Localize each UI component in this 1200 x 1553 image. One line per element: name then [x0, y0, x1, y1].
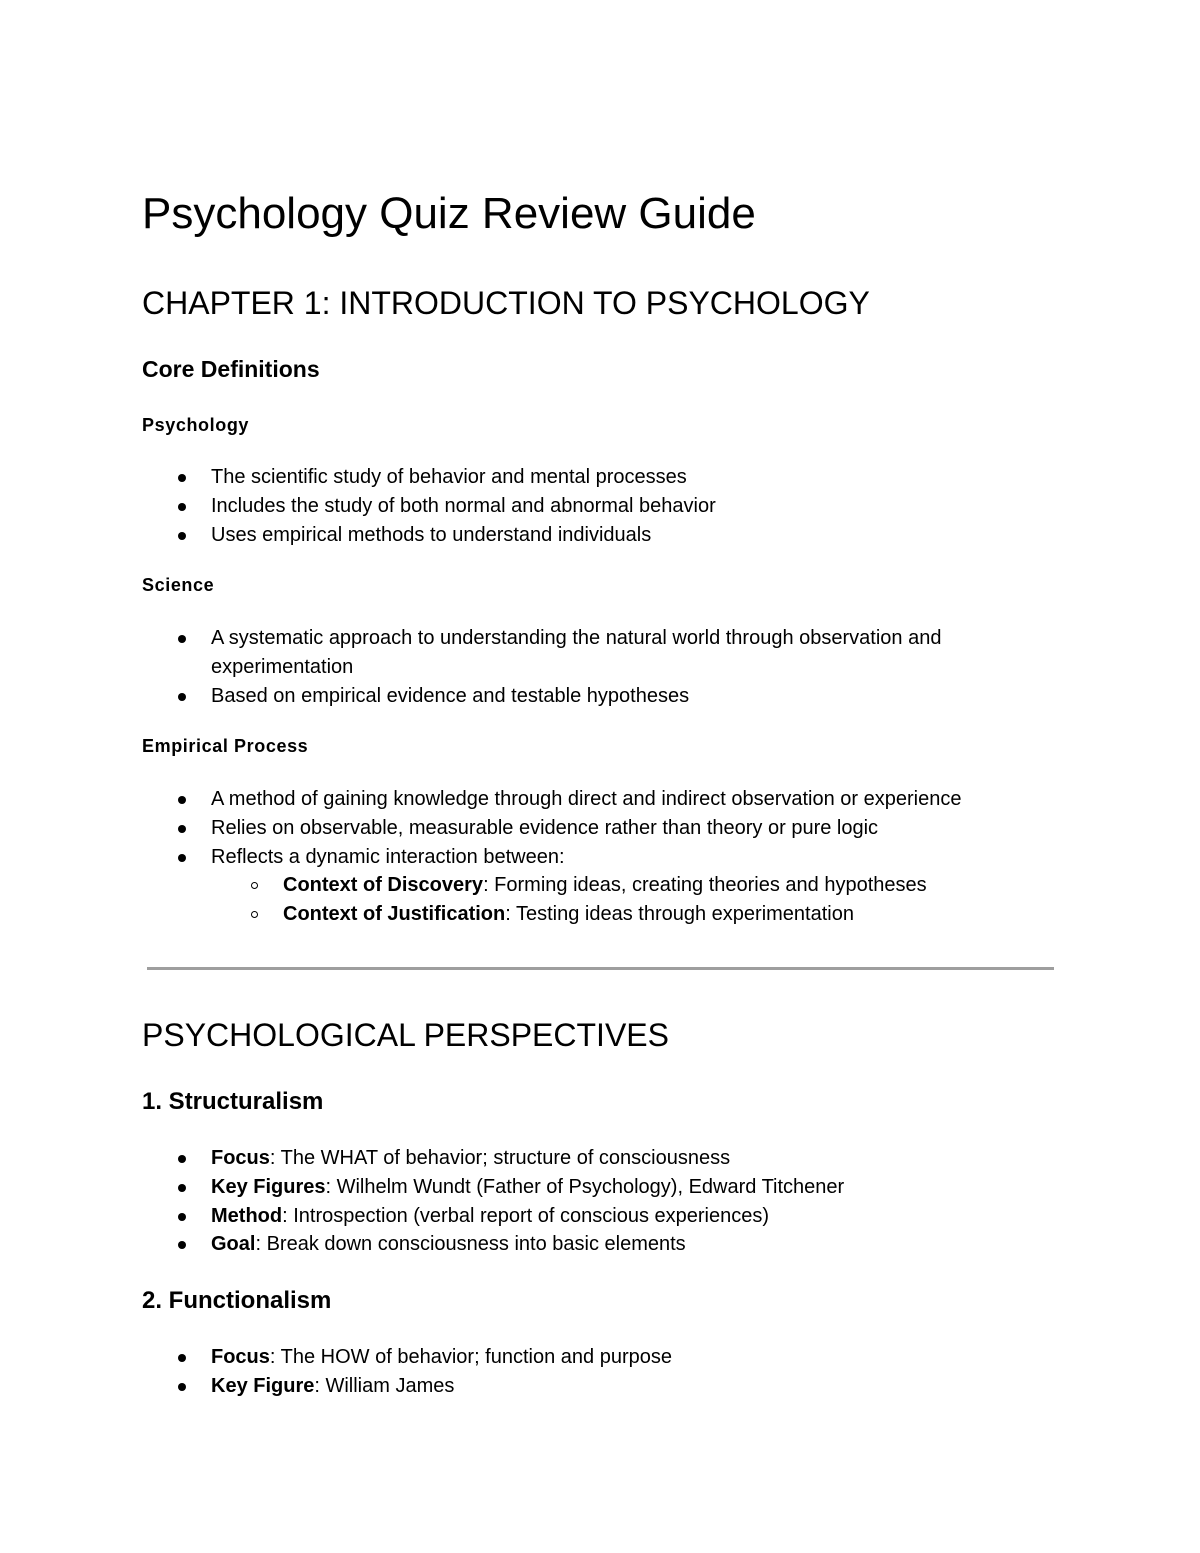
list-item: Includes the study of both normal and abnormal behavior	[0, 492, 1041, 521]
definition: : Break down consciousness into basic elements	[255, 1233, 686, 1256]
definition: : Testing ideas through experimentation	[505, 903, 854, 926]
document-title: Psychology Quiz Review Guide	[142, 189, 756, 238]
core-definitions-heading: Core Definitions	[142, 356, 320, 382]
horizontal-divider	[147, 967, 1054, 970]
term: Key Figure	[211, 1374, 315, 1397]
definition: : William James	[314, 1374, 455, 1397]
term: Focus	[211, 1147, 270, 1169]
list-item	[0, 1173, 1041, 1202]
psychology-heading: Psychology	[142, 415, 250, 435]
list-item	[0, 1202, 1041, 1231]
sub-list-item	[283, 871, 1033, 900]
list-item: Based on empirical evidence and testable hypotheses	[0, 682, 1041, 711]
term: Key Figures	[211, 1175, 326, 1198]
empirical-process-list	[0, 785, 1041, 929]
empirical-process-sublist	[211, 871, 1041, 929]
term: Method	[211, 1204, 283, 1227]
sub-list-item	[283, 900, 1033, 929]
list-item: Relies on observable, measurable evidence rather than theory or pure logic	[0, 814, 1041, 843]
list-item: Uses empirical methods to understand individuals	[0, 521, 1041, 550]
list-item-text: Reflects a dynamic interaction between:	[211, 845, 565, 868]
list-item	[0, 1343, 1041, 1372]
psychology-list	[0, 463, 1041, 549]
definition: : Introspection (verbal report of conscious experiences)	[282, 1204, 769, 1227]
list-item: The scientific study of behavior and mental processes	[0, 463, 1041, 492]
science-heading: Science	[142, 575, 215, 595]
definition: : Wilhelm Wundt (Father of Psychology), Edward Titchener	[325, 1175, 845, 1198]
list-item	[0, 1230, 1041, 1259]
list-item	[0, 1372, 1041, 1401]
definition: : The WHAT of behavior; structure of consciousness	[269, 1147, 731, 1169]
list-item: A method of gaining knowledge through direct and indirect observation or experience	[0, 785, 1041, 814]
list-item	[0, 843, 1041, 929]
chapter1-heading: CHAPTER 1: INTRODUCTION TO PSYCHOLOGY	[142, 285, 870, 321]
science-list	[0, 624, 1041, 710]
term: Focus	[211, 1346, 270, 1368]
definition: : The HOW of behavior; function and purpose	[269, 1346, 672, 1368]
perspectives-heading: PSYCHOLOGICAL PERSPECTIVES	[142, 1017, 669, 1053]
list-item: A systematic approach to understanding the natural world through observation and experimentation	[0, 624, 1041, 682]
empirical-process-heading: Empirical Process	[142, 736, 309, 756]
structuralism-heading: 1. Structuralism	[142, 1088, 324, 1115]
term: Goal	[211, 1233, 256, 1256]
term: Context of Justification	[283, 903, 506, 926]
term: Context of Discovery	[283, 874, 484, 897]
structuralism-list	[0, 1144, 1041, 1259]
list-item	[0, 1144, 1041, 1173]
functionalism-heading: 2. Functionalism	[142, 1287, 332, 1314]
functionalism-list	[0, 1343, 1041, 1401]
definition: : Forming ideas, creating theories and hypotheses	[483, 874, 927, 897]
